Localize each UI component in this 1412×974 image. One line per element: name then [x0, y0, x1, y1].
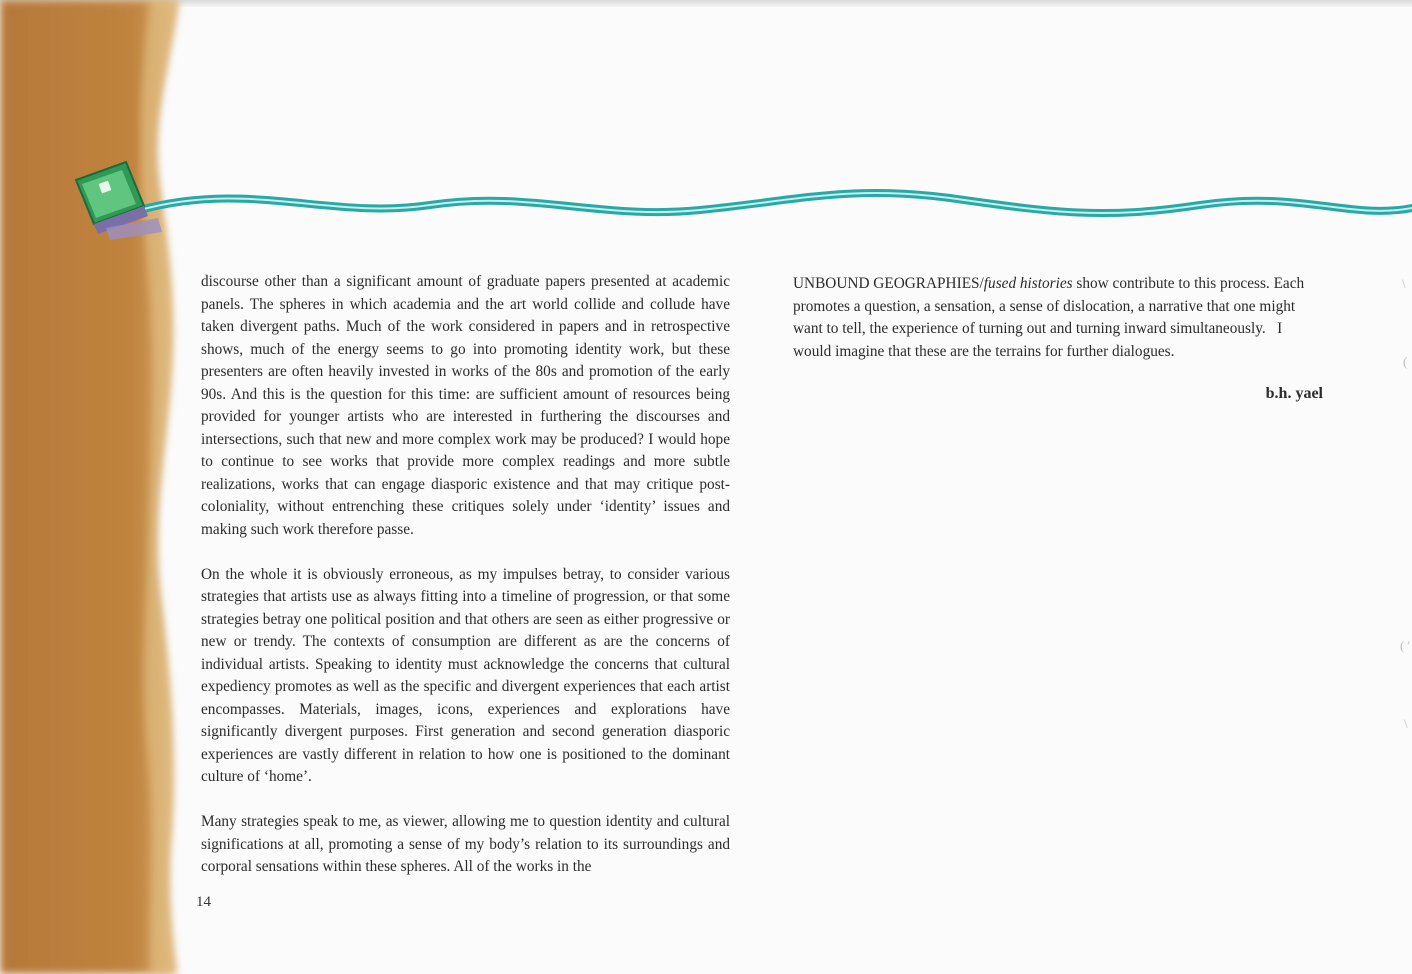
right-column [793, 273, 1323, 363]
margin-mark: \ [1404, 716, 1408, 731]
right-text-line-1: show contribute to this process. Each [1072, 275, 1305, 292]
right-line-4: would imagine that these are the terrains for further dialogues. [793, 342, 1175, 360]
page-top-edge [0, 0, 1412, 7]
author-signature: b.h. yael [1265, 385, 1323, 402]
right-line-3: want to tell, the experience of turning out and turning inward simultaneously. I [793, 320, 1283, 337]
right-line-2: promotes a question, a sensation, a sense of dislocation, a narrative that one might [793, 297, 1296, 315]
margin-mark: \ [1402, 276, 1406, 291]
margin-mark: ( ' [1400, 638, 1410, 653]
left-column [201, 271, 730, 901]
paragraph-3: Many strategies speak to me, as viewer, allowing me to question identity and cultural significations at all, promoting a sense of my body’s relation to its surroundings and corporal sensations within these spheres. All of the works in the [201, 813, 730, 875]
wave-line [0, 160, 1412, 260]
green-book-icon [66, 158, 166, 244]
paragraph-1: discourse other than a significant amount of graduate papers presented at academic panels. The spheres in which academia and the art world collide and collude have taken divergent paths. Much of the work considered in papers and in retrospective shows, much of the energy seems to go into promoting identity work, but these presenters are often heavily invested in works of the 80s and promotion of the early 90s. And this is the question for this time: are sufficient amount of resources being provided for younger artists who are interested in furthering the discourses and intersections, such that new and more complex work may be produced? I would hope to continue to see works that provide more complex readings and more subtle realizations, works that can engage diasporic existence and that may critique post-coloniality, without entrenching these critiques solely under ‘identity’ issues and making such work therefore passe. [201, 273, 730, 538]
exhibition-title-italic: fused histories [983, 275, 1073, 292]
margin-mark: ( [1403, 354, 1408, 369]
exhibition-title-caps: UNBOUND GEOGRAPHIES/ [793, 275, 984, 292]
right-line-1 [793, 273, 1323, 296]
paragraph-2: On the whole it is obviously erroneous, as my impulses betray, to consider various strategies that artists use as always fitting into a timeline of progression, or that some strategies betray one political position and that others are seen as either progressive or new or trendy. The contexts of consumption are different as are the concerns of individual artists. Speaking to identity must acknowledge the concerns that cultural expediency promotes as well as the specific and divergent experiences that each artist encompasses. Materials, images, icons, experiences and explorations have significantly divergent purposes. First generation and second generation diasporic experiences are vastly different in relation to how one is positioned to the dominant culture of ‘home’. [201, 565, 730, 785]
page-number: 14 [196, 894, 211, 910]
sidebar-decoration [0, 0, 200, 974]
